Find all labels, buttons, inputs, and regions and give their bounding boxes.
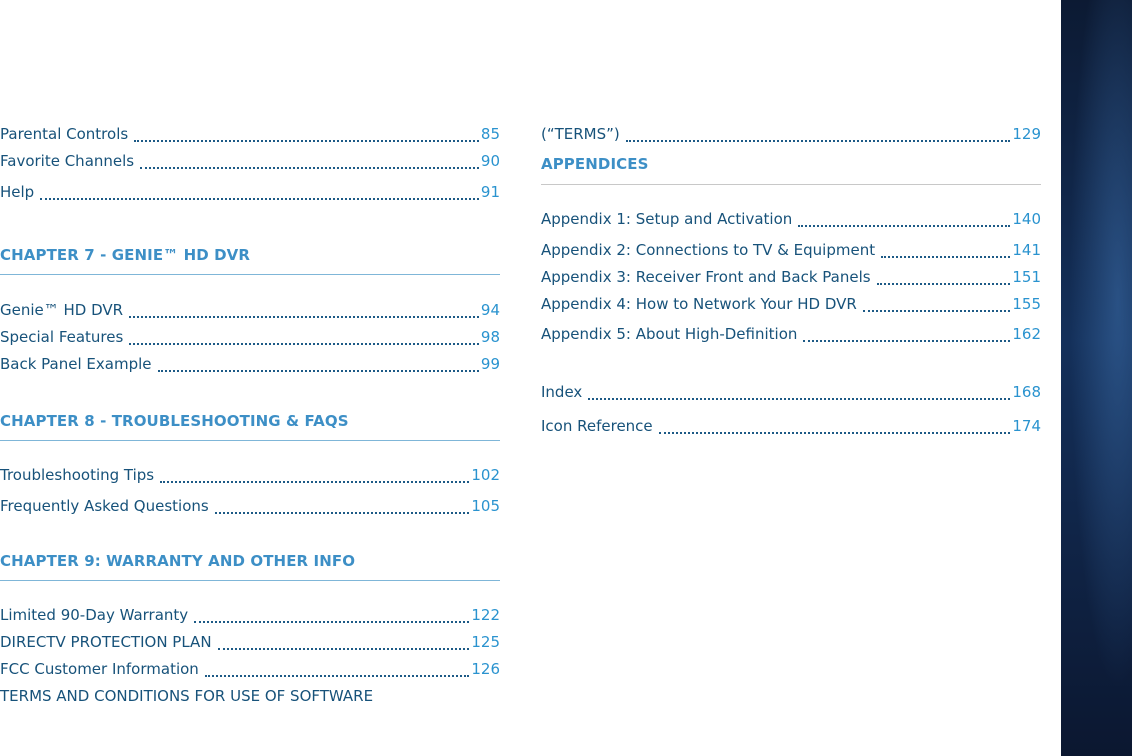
toc-entry-label: Back Panel Example — [0, 355, 152, 373]
toc-entry-special-features[interactable] — [0, 328, 500, 346]
toc-entry-label: DIRECTV PROTECTION PLAN — [0, 633, 212, 651]
toc-entry-label: Frequently Asked Questions — [0, 497, 209, 515]
toc-entry-icon-reference[interactable] — [541, 417, 1041, 435]
toc-entry-label: Appendix 4: How to Network Your HD DVR — [541, 295, 857, 313]
chapter-8-divider — [0, 440, 500, 441]
dot-leader — [863, 298, 1011, 312]
chapter-8-heading: CHAPTER 8 - TROUBLESHOOTING & FAQS — [0, 412, 349, 430]
toc-entry-label: Special Features — [0, 328, 124, 346]
chapter-7-heading: CHAPTER 7 - GENIE™ HD DVR — [0, 246, 251, 264]
toc-entry-limited-warranty[interactable] — [0, 606, 500, 624]
toc-entry-label: Appendix 3: Receiver Front and Back Panels — [541, 268, 871, 286]
toc-entry-appendix-2[interactable] — [541, 241, 1041, 259]
toc-page-number: 125 — [471, 633, 500, 651]
toc-page-number: 94 — [480, 301, 500, 319]
toc-page-number: 129 — [1012, 125, 1041, 143]
toc-entry-appendix-1[interactable] — [541, 210, 1041, 228]
chapter-9-divider — [0, 580, 500, 581]
toc-page-number: 91 — [480, 183, 500, 201]
toc-entry-label: FCC Customer Information — [0, 660, 199, 678]
dot-leader — [129, 304, 479, 318]
toc-entry-label: (“TERMS”) — [541, 125, 620, 143]
dot-leader — [140, 155, 479, 169]
toc-entry-label: Help — [0, 183, 35, 201]
toc-page-number: 85 — [480, 125, 500, 143]
toc-page-number: 90 — [480, 152, 500, 170]
dot-leader — [40, 186, 479, 200]
dot-leader — [803, 328, 1010, 342]
toc-page-number: 151 — [1012, 268, 1041, 286]
toc-page-number: 174 — [1012, 417, 1041, 435]
toc-entry-label: Appendix 5: About High-Definition — [541, 325, 798, 343]
toc-page-number: 168 — [1012, 383, 1041, 401]
toc-entry-label: Icon Reference — [541, 417, 653, 435]
toc-entry-parental-controls[interactable] — [0, 125, 500, 143]
toc-page-number: 162 — [1012, 325, 1041, 343]
toc-page-number: 140 — [1012, 210, 1041, 228]
toc-entry-label: Appendix 2: Connections to TV & Equipment — [541, 241, 876, 259]
toc-page-number: 105 — [471, 497, 500, 515]
toc-entry-index[interactable] — [541, 383, 1041, 401]
toc-page-number: 122 — [471, 606, 500, 624]
toc-entry-favorite-channels[interactable] — [0, 152, 500, 170]
toc-page-number: 141 — [1012, 241, 1041, 259]
toc-entry-terms-and-conditions[interactable]: TERMS AND CONDITIONS FOR USE OF SOFTWARE — [0, 687, 374, 705]
toc-page-number: 126 — [471, 660, 500, 678]
toc-entry-label: Genie™ HD DVR — [0, 301, 124, 319]
toc-entry-fcc-customer-info[interactable] — [0, 660, 500, 678]
toc-entry-help[interactable] — [0, 183, 500, 201]
toc-entry-terms-continued[interactable] — [541, 125, 1041, 143]
dot-leader — [160, 469, 469, 483]
appendices-heading: APPENDICES — [541, 155, 649, 173]
dot-leader — [881, 244, 1010, 258]
toc-entry-label: Parental Controls — [0, 125, 129, 143]
toc-entry-label: Favorite Channels — [0, 152, 135, 170]
dot-leader — [158, 358, 479, 372]
chapter-7-divider — [0, 274, 500, 275]
dot-leader — [218, 636, 470, 650]
dot-leader — [205, 663, 470, 677]
toc-entry-appendix-3[interactable] — [541, 268, 1041, 286]
toc-entry-label: Appendix 1: Setup and Activation — [541, 210, 793, 228]
toc-entry-label: Limited 90-Day Warranty — [0, 606, 189, 624]
toc-page-number: 98 — [480, 328, 500, 346]
decorative-side-band — [1061, 0, 1132, 756]
toc-page-number: 99 — [480, 355, 500, 373]
dot-leader — [877, 271, 1011, 285]
dot-leader — [626, 128, 1011, 142]
toc-entry-faq[interactable] — [0, 497, 500, 515]
dot-leader — [588, 386, 1010, 400]
dot-leader — [129, 331, 479, 345]
toc-entry-troubleshooting-tips[interactable] — [0, 466, 500, 484]
dot-leader — [134, 128, 479, 142]
toc-entry-appendix-5[interactable] — [541, 325, 1041, 343]
toc-page-number: 155 — [1012, 295, 1041, 313]
toc-entry-appendix-4[interactable] — [541, 295, 1041, 313]
dot-leader — [215, 500, 470, 514]
toc-entry-genie-hd-dvr[interactable] — [0, 301, 500, 319]
toc-entry-label: Troubleshooting Tips — [0, 466, 155, 484]
toc-entry-label: Index — [541, 383, 583, 401]
toc-entry-back-panel-example[interactable] — [0, 355, 500, 373]
dot-leader — [798, 213, 1010, 227]
toc-page-number: 102 — [471, 466, 500, 484]
appendices-divider — [541, 184, 1041, 185]
chapter-9-heading: CHAPTER 9: WARRANTY AND OTHER INFO — [0, 552, 356, 570]
dot-leader — [194, 609, 469, 623]
dot-leader — [659, 420, 1011, 434]
toc-entry-protection-plan[interactable] — [0, 633, 500, 651]
